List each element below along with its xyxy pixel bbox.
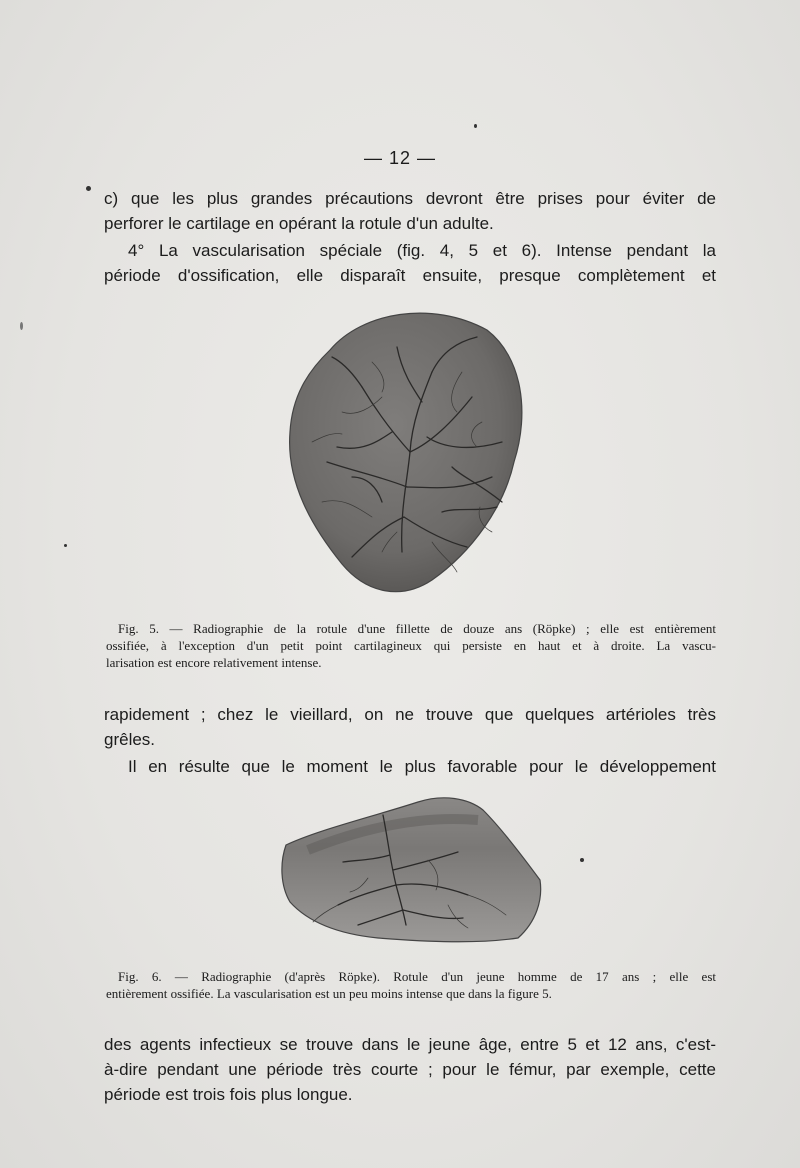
text-line: 4° La vascularisation spéciale (fig. 4, 5 et 6). Intense pendant la bbox=[128, 241, 716, 260]
text-line: grêles. bbox=[104, 730, 156, 749]
patella-radiograph-image bbox=[278, 790, 546, 950]
figure-5-caption bbox=[106, 620, 716, 671]
caption-line: Fig. 5. — Radiographie de la rotule d'une fillette de douze ans (Röpke) ; elle est entièrement bbox=[118, 621, 716, 636]
text-line: des agents infectieux se trouve dans le jeune âge, entre 5 et 12 ans, c'est- bbox=[104, 1035, 716, 1054]
page-number: — 12 — bbox=[363, 148, 437, 168]
caption-line: entièrement ossifiée. La vascularisation est un peu moins intense que dans la figure 5. bbox=[106, 986, 552, 1001]
patella-radiograph-image bbox=[282, 302, 532, 602]
text-line: Il en résulte que le moment le plus favorable pour le développement bbox=[128, 757, 716, 776]
paragraph-vascularisation bbox=[104, 238, 716, 288]
ink-speck bbox=[580, 858, 584, 862]
text-line: période d'ossification, elle disparaît ensuite, presque complètement et bbox=[104, 266, 716, 285]
figure-5-radiograph bbox=[282, 302, 532, 602]
ink-speck bbox=[64, 544, 67, 547]
paragraph-rapidement bbox=[104, 702, 716, 752]
ink-speck bbox=[20, 322, 23, 330]
ink-speck bbox=[86, 186, 91, 191]
caption-line: larisation est encore relativement intense. bbox=[106, 655, 322, 670]
text-line: c) que les plus grandes précautions devront être prises pour éviter de bbox=[104, 189, 716, 208]
caption-line: Fig. 6. — Radiographie (d'après Röpke). Rotule d'un jeune homme de 17 ans ; elle est bbox=[118, 969, 716, 984]
paragraph-il-en-resulte bbox=[104, 754, 716, 779]
figure-6-caption bbox=[106, 968, 716, 1002]
figure-6-radiograph bbox=[278, 790, 546, 950]
caption-line: ossifiée, à l'exception d'un petit point cartilagineux qui persiste en haut et à droite. La vascu- bbox=[106, 638, 716, 653]
text-line: période est trois fois plus longue. bbox=[104, 1085, 353, 1104]
text-line: perforer le cartilage en opérant la rotule d'un adulte. bbox=[104, 214, 494, 233]
paragraph-c bbox=[104, 186, 716, 236]
text-line: à-dire pendant une période très courte ; pour le fémur, par exemple, cette bbox=[104, 1060, 716, 1079]
ink-speck bbox=[474, 124, 477, 128]
paragraph-agents-infectieux bbox=[104, 1032, 716, 1107]
text-line: rapidement ; chez le vieillard, on ne trouve que quelques artérioles très bbox=[104, 705, 716, 724]
